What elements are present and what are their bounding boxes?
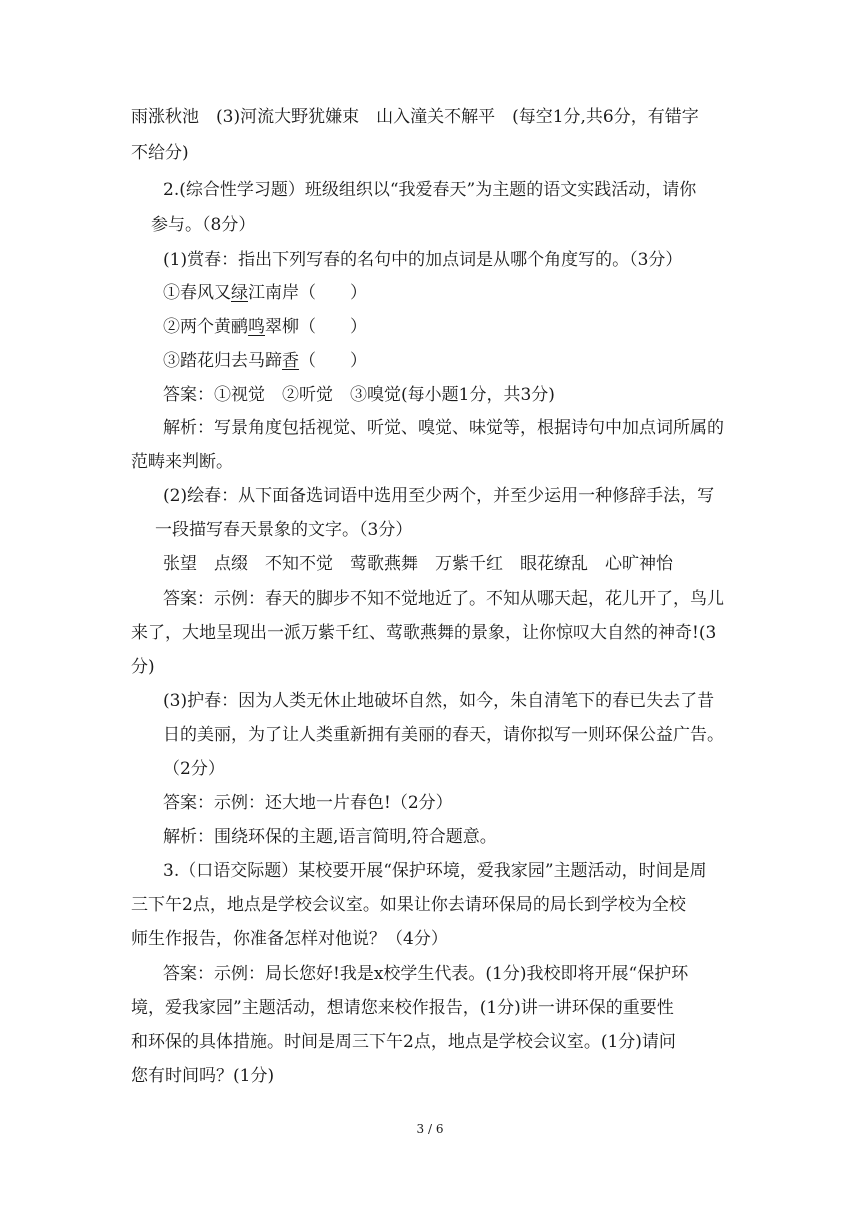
text-line: 2.(综合性学习题）班级组织以“我爱春天”为主题的语文实践活动，请你	[163, 180, 697, 200]
text-line: 答案：示例：春天的脚步不知不觉地近了。不知从哪天起，花儿开了，鸟儿	[163, 589, 724, 609]
text-line: 参与。（8分）	[151, 215, 256, 235]
text-line: 答案：示例：局长您好!我是x校学生代表。(1分)我校即将开展“保护环	[163, 964, 689, 984]
text-line: 不给分)	[131, 143, 189, 163]
poem-text: 江南岸（ ）	[248, 283, 367, 303]
poem-text: ①春风又	[163, 283, 231, 303]
text-line: 答案：①视觉 ②听觉 ③嗅觉(每小题1分，共3分)	[163, 385, 555, 405]
text-line: (1)赏春：指出下列写春的名句中的加点词是从哪个角度写的。（3分）	[163, 250, 683, 270]
text-line: 来了，大地呈现出一派万紫千红、莺歌燕舞的景象，让你惊叹大自然的神奇!(3	[131, 623, 717, 643]
poem-item	[163, 349, 367, 373]
poem-item	[163, 281, 367, 305]
text-line: 师生作报告，你准备怎样对他说？（4分）	[131, 929, 448, 949]
poem-text: （ ）	[299, 351, 367, 371]
dotted-word: 鸣	[248, 317, 265, 337]
text-line: 解析：围绕环保的主题,语言简明,符合题意。	[163, 827, 497, 847]
poem-text: ③踏花归去马蹄	[163, 351, 282, 371]
text-line: 3.（口语交际题）某校要开展“保护环境，爱我家园”主题活动，时间是周	[163, 861, 707, 881]
text-line: 境，爱我家园”主题活动，想请您来校作报告，(1分)讲一讲环保的重要性	[131, 998, 674, 1018]
text-line: 日的美丽，为了让人类重新拥有美丽的春天，请你拟写一则环保公益广告。	[163, 725, 724, 745]
poem-item	[163, 315, 367, 339]
text-line: 三下午2点，地点是学校会议室。如果让你去请环保局的局长到学校为全校	[131, 895, 686, 915]
text-line: (3)护春：因为人类无休止地破坏自然，如今，朱自清笔下的春已失去了昔	[163, 691, 715, 711]
text-line: 张望 点缀 不知不觉 莺歌燕舞 万紫千红 眼花缭乱 心旷神怡	[163, 554, 673, 574]
text-line: 解析：写景角度包括视觉、听觉、嗅觉、味觉等，根据诗句中加点词所属的	[163, 418, 724, 438]
text-line: (2)绘春：从下面备选词语中选用至少两个，并至少运用一种修辞手法，写	[163, 486, 715, 506]
text-line: 分)	[131, 657, 155, 677]
text-line: 雨涨秋池 (3)河流大野犹嫌束 山入潼关不解平 (每空1分,共6分，有错字	[131, 107, 699, 127]
page-number: 3 / 6	[416, 1122, 444, 1136]
text-line: （2分）	[163, 759, 225, 779]
poem-text: 翠柳（ ）	[265, 317, 367, 337]
dotted-word: 香	[282, 351, 299, 371]
dotted-word: 绿	[231, 283, 248, 303]
text-line: 范畴来判断。	[131, 452, 233, 472]
text-line: 一段描写春天景象的文字。（3分）	[155, 520, 413, 540]
poem-text: ②两个黄鹂	[163, 317, 248, 337]
text-line: 您有时间吗？(1分)	[131, 1066, 275, 1086]
text-line: 答案：示例：还大地一片春色!（2分）	[163, 793, 453, 813]
text-line: 和环保的具体措施。时间是周三下午2点，地点是学校会议室。(1分)请问	[131, 1032, 676, 1052]
